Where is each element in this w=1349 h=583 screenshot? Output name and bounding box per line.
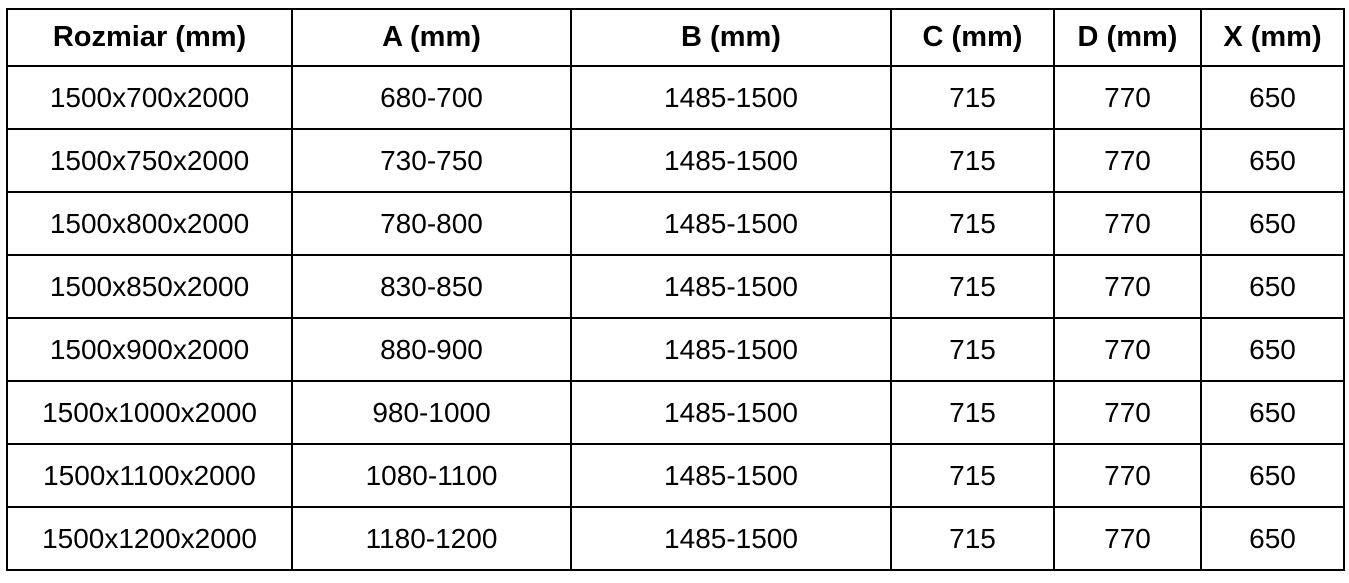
cell-x: 650 — [1201, 129, 1344, 192]
column-header-a: A (mm) — [292, 9, 571, 66]
table-row — [7, 381, 1344, 444]
cell-c: 715 — [891, 507, 1054, 570]
table-row — [7, 507, 1344, 570]
cell-c: 715 — [891, 255, 1054, 318]
cell-d: 770 — [1054, 381, 1201, 444]
cell-d: 770 — [1054, 192, 1201, 255]
cell-d: 770 — [1054, 255, 1201, 318]
header-row — [7, 9, 1344, 66]
cell-d: 770 — [1054, 444, 1201, 507]
cell-c: 715 — [891, 66, 1054, 129]
cell-b: 1485-1500 — [571, 444, 891, 507]
cell-a: 780-800 — [292, 192, 571, 255]
cell-rozmiar: 1500x800x2000 — [7, 192, 292, 255]
column-header-rozmiar: Rozmiar (mm) — [7, 9, 292, 66]
cell-a: 880-900 — [292, 318, 571, 381]
cell-x: 650 — [1201, 507, 1344, 570]
cell-x: 650 — [1201, 192, 1344, 255]
cell-b: 1485-1500 — [571, 318, 891, 381]
cell-b: 1485-1500 — [571, 192, 891, 255]
cell-x: 650 — [1201, 255, 1344, 318]
cell-x: 650 — [1201, 66, 1344, 129]
cell-d: 770 — [1054, 507, 1201, 570]
table-row — [7, 192, 1344, 255]
cell-a: 1080-1100 — [292, 444, 571, 507]
cell-d: 770 — [1054, 66, 1201, 129]
size-spec-table — [6, 8, 1345, 571]
cell-b: 1485-1500 — [571, 129, 891, 192]
cell-c: 715 — [891, 129, 1054, 192]
cell-rozmiar: 1500x750x2000 — [7, 129, 292, 192]
cell-b: 1485-1500 — [571, 381, 891, 444]
cell-x: 650 — [1201, 444, 1344, 507]
column-header-b: B (mm) — [571, 9, 891, 66]
cell-x: 650 — [1201, 381, 1344, 444]
cell-a: 1180-1200 — [292, 507, 571, 570]
cell-rozmiar: 1500x900x2000 — [7, 318, 292, 381]
cell-b: 1485-1500 — [571, 255, 891, 318]
cell-a: 980-1000 — [292, 381, 571, 444]
cell-rozmiar: 1500x850x2000 — [7, 255, 292, 318]
table-row — [7, 66, 1344, 129]
cell-rozmiar: 1500x1200x2000 — [7, 507, 292, 570]
cell-c: 715 — [891, 444, 1054, 507]
table-body — [7, 66, 1344, 570]
cell-x: 650 — [1201, 318, 1344, 381]
cell-a: 730-750 — [292, 129, 571, 192]
cell-d: 770 — [1054, 129, 1201, 192]
spec-table-container — [6, 8, 1345, 571]
column-header-x: X (mm) — [1201, 9, 1344, 66]
cell-a: 680-700 — [292, 66, 571, 129]
table-row — [7, 318, 1344, 381]
cell-b: 1485-1500 — [571, 66, 891, 129]
column-header-d: D (mm) — [1054, 9, 1201, 66]
column-header-c: C (mm) — [891, 9, 1054, 66]
table-row — [7, 444, 1344, 507]
cell-c: 715 — [891, 192, 1054, 255]
cell-a: 830-850 — [292, 255, 571, 318]
cell-c: 715 — [891, 318, 1054, 381]
cell-d: 770 — [1054, 318, 1201, 381]
cell-rozmiar: 1500x700x2000 — [7, 66, 292, 129]
cell-c: 715 — [891, 381, 1054, 444]
cell-b: 1485-1500 — [571, 507, 891, 570]
table-row — [7, 129, 1344, 192]
cell-rozmiar: 1500x1100x2000 — [7, 444, 292, 507]
cell-rozmiar: 1500x1000x2000 — [7, 381, 292, 444]
table-row — [7, 255, 1344, 318]
